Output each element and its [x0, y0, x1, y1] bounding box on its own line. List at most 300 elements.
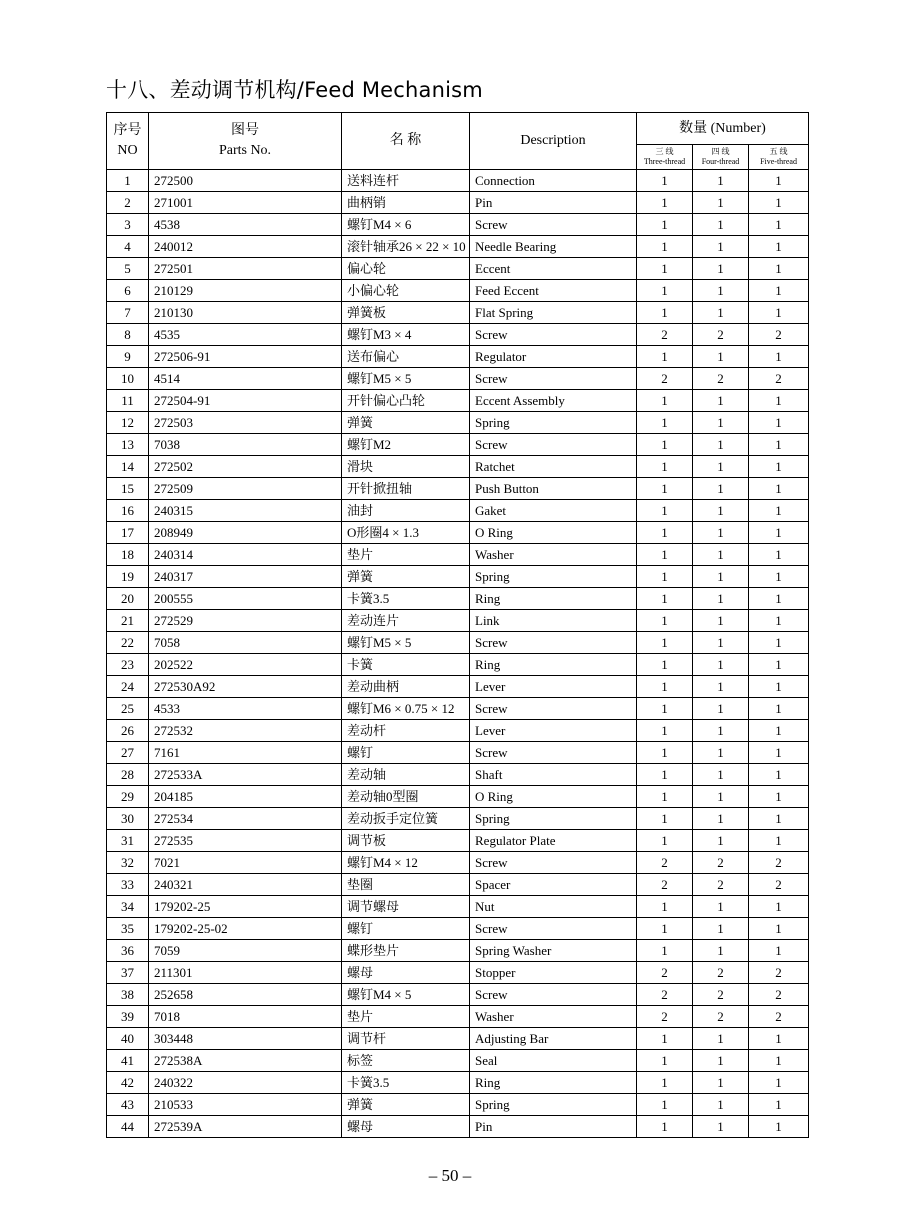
part-number: 272532 — [149, 720, 342, 742]
part-name: 弹簧 — [342, 566, 470, 588]
table-row — [107, 192, 809, 214]
qty-three-thread: 1 — [637, 500, 693, 522]
qty-three-thread: 2 — [637, 984, 693, 1006]
part-name: 调节板 — [342, 830, 470, 852]
row-number: 1 — [107, 170, 149, 192]
part-number: 4533 — [149, 698, 342, 720]
part-name: 垫片 — [342, 1006, 470, 1028]
row-number: 21 — [107, 610, 149, 632]
qty-three-thread: 1 — [637, 698, 693, 720]
part-name: 螺钉M5 × 5 — [342, 368, 470, 390]
qty-four-thread: 1 — [693, 412, 749, 434]
qty-three-thread: 1 — [637, 478, 693, 500]
table-row — [107, 214, 809, 236]
part-description: Spring — [470, 566, 637, 588]
qty-four-thread: 1 — [693, 170, 749, 192]
part-name: 偏心轮 — [342, 258, 470, 280]
table-row — [107, 940, 809, 962]
qty-three-thread: 1 — [637, 720, 693, 742]
table-row — [107, 280, 809, 302]
qty-five-thread: 1 — [749, 720, 809, 742]
part-number: 202522 — [149, 654, 342, 676]
table-row — [107, 742, 809, 764]
qty-three-thread: 1 — [637, 1094, 693, 1116]
part-name: 螺钉M5 × 5 — [342, 632, 470, 654]
qty-three-thread: 1 — [637, 236, 693, 258]
qty-five-thread: 2 — [749, 984, 809, 1006]
qty-five-thread: 1 — [749, 742, 809, 764]
qty-four-thread: 1 — [693, 764, 749, 786]
part-number: 4538 — [149, 214, 342, 236]
part-description: Eccent — [470, 258, 637, 280]
table-row — [107, 522, 809, 544]
qty-four-thread: 1 — [693, 786, 749, 808]
qty-five-thread: 1 — [749, 346, 809, 368]
qty-three-thread: 1 — [637, 896, 693, 918]
header-three-thread — [637, 145, 693, 170]
part-description: Washer — [470, 1006, 637, 1028]
part-description: Screw — [470, 852, 637, 874]
qty-four-thread: 1 — [693, 588, 749, 610]
part-description: Flat Spring — [470, 302, 637, 324]
qty-four-thread: 1 — [693, 390, 749, 412]
row-number: 5 — [107, 258, 149, 280]
table-row — [107, 918, 809, 940]
row-number: 6 — [107, 280, 149, 302]
part-description: Screw — [470, 368, 637, 390]
header-three-cn: 三 线 — [655, 147, 674, 156]
row-number: 28 — [107, 764, 149, 786]
table-row — [107, 544, 809, 566]
header-three-en: Three-thread — [643, 157, 686, 166]
qty-five-thread: 1 — [749, 456, 809, 478]
header-parts-en: Parts No. — [218, 143, 272, 158]
qty-five-thread: 1 — [749, 588, 809, 610]
qty-four-thread: 2 — [693, 962, 749, 984]
qty-five-thread: 1 — [749, 1094, 809, 1116]
part-name: 弹簧 — [342, 1094, 470, 1116]
qty-three-thread: 1 — [637, 1072, 693, 1094]
part-name: 螺钉M6 × 0.75 × 12 — [342, 698, 470, 720]
part-name: 弹簧板 — [342, 302, 470, 324]
table-row — [107, 1116, 809, 1138]
row-number: 22 — [107, 632, 149, 654]
header-five-en: Five-thread — [760, 157, 797, 166]
qty-three-thread: 1 — [637, 610, 693, 632]
row-number: 3 — [107, 214, 149, 236]
part-name: 小偏心轮 — [342, 280, 470, 302]
table-row — [107, 324, 809, 346]
part-number: 210129 — [149, 280, 342, 302]
qty-four-thread: 2 — [693, 852, 749, 874]
qty-three-thread: 1 — [637, 192, 693, 214]
qty-four-thread: 1 — [693, 940, 749, 962]
table-row — [107, 456, 809, 478]
part-name: 开针偏心凸轮 — [342, 390, 470, 412]
qty-four-thread: 1 — [693, 192, 749, 214]
row-number: 17 — [107, 522, 149, 544]
row-number: 18 — [107, 544, 149, 566]
qty-three-thread: 1 — [637, 412, 693, 434]
part-name: 差动曲柄 — [342, 676, 470, 698]
row-number: 9 — [107, 346, 149, 368]
qty-three-thread: 1 — [637, 654, 693, 676]
qty-four-thread: 1 — [693, 1072, 749, 1094]
part-description: Spacer — [470, 874, 637, 896]
qty-three-thread: 1 — [637, 830, 693, 852]
part-number: 272501 — [149, 258, 342, 280]
part-number: 272533A — [149, 764, 342, 786]
qty-four-thread: 1 — [693, 698, 749, 720]
row-number: 14 — [107, 456, 149, 478]
table-row — [107, 1050, 809, 1072]
part-description: Screw — [470, 984, 637, 1006]
row-number: 37 — [107, 962, 149, 984]
qty-four-thread: 1 — [693, 896, 749, 918]
part-number: 240322 — [149, 1072, 342, 1094]
table-row — [107, 830, 809, 852]
part-number: 7058 — [149, 632, 342, 654]
part-description: Push Button — [470, 478, 637, 500]
part-name: 卡簧 — [342, 654, 470, 676]
table-row — [107, 610, 809, 632]
part-number: 240314 — [149, 544, 342, 566]
part-name: 垫圈 — [342, 874, 470, 896]
header-name — [342, 113, 470, 170]
part-number: 240317 — [149, 566, 342, 588]
part-name: 螺钉 — [342, 918, 470, 940]
qty-four-thread: 1 — [693, 544, 749, 566]
table-row — [107, 412, 809, 434]
part-name: 调节杆 — [342, 1028, 470, 1050]
header-description — [470, 113, 637, 170]
qty-four-thread: 1 — [693, 456, 749, 478]
qty-four-thread: 1 — [693, 676, 749, 698]
part-number: 179202-25 — [149, 896, 342, 918]
table-row — [107, 896, 809, 918]
part-description: Ring — [470, 588, 637, 610]
part-number: 240321 — [149, 874, 342, 896]
part-name: 滑块 — [342, 456, 470, 478]
qty-five-thread: 1 — [749, 896, 809, 918]
part-number: 272509 — [149, 478, 342, 500]
header-four-cn: 四 线 — [711, 147, 730, 156]
qty-five-thread: 1 — [749, 478, 809, 500]
qty-four-thread: 1 — [693, 566, 749, 588]
table-row — [107, 852, 809, 874]
header-four-thread — [693, 145, 749, 170]
part-description: Screw — [470, 632, 637, 654]
qty-five-thread: 2 — [749, 962, 809, 984]
qty-four-thread: 1 — [693, 280, 749, 302]
part-number: 272506-91 — [149, 346, 342, 368]
header-no-en: NO — [117, 143, 138, 158]
header-no — [107, 113, 149, 170]
row-number: 38 — [107, 984, 149, 1006]
qty-five-thread: 1 — [749, 390, 809, 412]
part-number: 7021 — [149, 852, 342, 874]
qty-four-thread: 1 — [693, 742, 749, 764]
part-description: Needle Bearing — [470, 236, 637, 258]
part-number: 272530A92 — [149, 676, 342, 698]
part-name: 送布偏心 — [342, 346, 470, 368]
table-row — [107, 1006, 809, 1028]
table-row — [107, 984, 809, 1006]
part-number: 179202-25-02 — [149, 918, 342, 940]
qty-five-thread: 1 — [749, 830, 809, 852]
part-description: Adjusting Bar — [470, 1028, 637, 1050]
part-description: Gaket — [470, 500, 637, 522]
part-number: 272502 — [149, 456, 342, 478]
qty-four-thread: 2 — [693, 984, 749, 1006]
qty-three-thread: 1 — [637, 522, 693, 544]
part-description: Screw — [470, 742, 637, 764]
part-number: 272538A — [149, 1050, 342, 1072]
part-description: Regulator Plate — [470, 830, 637, 852]
qty-five-thread: 2 — [749, 368, 809, 390]
part-description: Pin — [470, 1116, 637, 1138]
qty-three-thread: 1 — [637, 170, 693, 192]
part-description: Lever — [470, 676, 637, 698]
qty-four-thread: 1 — [693, 258, 749, 280]
header-description-label: Description — [520, 133, 586, 148]
part-description: Link — [470, 610, 637, 632]
table-row — [107, 874, 809, 896]
part-number: 7018 — [149, 1006, 342, 1028]
row-number: 26 — [107, 720, 149, 742]
part-name: 螺钉M3 × 4 — [342, 324, 470, 346]
part-description: Spring — [470, 808, 637, 830]
qty-four-thread: 1 — [693, 808, 749, 830]
table-row — [107, 302, 809, 324]
table-row — [107, 588, 809, 610]
qty-four-thread: 2 — [693, 324, 749, 346]
qty-five-thread: 1 — [749, 918, 809, 940]
row-number: 7 — [107, 302, 149, 324]
page-title: 十八、差动调节机构/Feed Mechanism — [106, 78, 483, 102]
part-description: Screw — [470, 434, 637, 456]
table-row — [107, 478, 809, 500]
page-number: – 50 – — [428, 1166, 472, 1185]
qty-three-thread: 2 — [637, 1006, 693, 1028]
part-number: 211301 — [149, 962, 342, 984]
part-number: 240012 — [149, 236, 342, 258]
table-row — [107, 1094, 809, 1116]
header-parts-cn: 图号 — [231, 123, 259, 138]
qty-four-thread: 1 — [693, 610, 749, 632]
part-name: 螺母 — [342, 962, 470, 984]
row-number: 10 — [107, 368, 149, 390]
qty-five-thread: 1 — [749, 500, 809, 522]
header-five-cn: 五 线 — [769, 147, 788, 156]
table-row — [107, 368, 809, 390]
part-description: Screw — [470, 324, 637, 346]
part-description: O Ring — [470, 786, 637, 808]
part-name: 标签 — [342, 1050, 470, 1072]
row-number: 33 — [107, 874, 149, 896]
qty-three-thread: 2 — [637, 324, 693, 346]
part-name: 开针掀扭轴 — [342, 478, 470, 500]
table-row — [107, 236, 809, 258]
part-name: 差动轴 — [342, 764, 470, 786]
qty-five-thread: 2 — [749, 852, 809, 874]
row-number: 25 — [107, 698, 149, 720]
qty-three-thread: 1 — [637, 258, 693, 280]
qty-four-thread: 1 — [693, 654, 749, 676]
qty-five-thread: 2 — [749, 874, 809, 896]
qty-five-thread: 1 — [749, 192, 809, 214]
qty-four-thread: 1 — [693, 478, 749, 500]
qty-three-thread: 1 — [637, 808, 693, 830]
part-number: 272529 — [149, 610, 342, 632]
header-five-thread — [749, 145, 809, 170]
row-number: 34 — [107, 896, 149, 918]
qty-three-thread: 1 — [637, 302, 693, 324]
part-number: 271001 — [149, 192, 342, 214]
row-number: 4 — [107, 236, 149, 258]
table-row — [107, 808, 809, 830]
part-number: 200555 — [149, 588, 342, 610]
table-row — [107, 654, 809, 676]
part-description: Lever — [470, 720, 637, 742]
header-quantity — [637, 113, 809, 145]
qty-four-thread: 1 — [693, 236, 749, 258]
part-description: Stopper — [470, 962, 637, 984]
row-number: 24 — [107, 676, 149, 698]
qty-five-thread: 1 — [749, 170, 809, 192]
row-number: 11 — [107, 390, 149, 412]
part-description: Feed Eccent — [470, 280, 637, 302]
table-row — [107, 390, 809, 412]
qty-five-thread: 1 — [749, 1116, 809, 1138]
qty-five-thread: 1 — [749, 522, 809, 544]
part-description: Ring — [470, 654, 637, 676]
row-number: 43 — [107, 1094, 149, 1116]
row-number: 12 — [107, 412, 149, 434]
qty-three-thread: 1 — [637, 742, 693, 764]
qty-three-thread: 1 — [637, 676, 693, 698]
table-row — [107, 632, 809, 654]
part-name: 差动连片 — [342, 610, 470, 632]
table-row — [107, 258, 809, 280]
part-name: 滚针轴承26 × 22 × 10 — [342, 236, 470, 258]
qty-three-thread: 2 — [637, 962, 693, 984]
row-number: 16 — [107, 500, 149, 522]
part-name: 螺钉M4 × 5 — [342, 984, 470, 1006]
qty-five-thread: 1 — [749, 544, 809, 566]
qty-five-thread: 1 — [749, 786, 809, 808]
part-number: 208949 — [149, 522, 342, 544]
part-name: 送料连杆 — [342, 170, 470, 192]
qty-five-thread: 2 — [749, 1006, 809, 1028]
qty-three-thread: 1 — [637, 214, 693, 236]
qty-four-thread: 1 — [693, 720, 749, 742]
row-number: 35 — [107, 918, 149, 940]
qty-four-thread: 1 — [693, 1028, 749, 1050]
qty-three-thread: 1 — [637, 456, 693, 478]
row-number: 27 — [107, 742, 149, 764]
part-description: Spring Washer — [470, 940, 637, 962]
table-row — [107, 170, 809, 192]
qty-five-thread: 1 — [749, 632, 809, 654]
qty-four-thread: 1 — [693, 830, 749, 852]
qty-five-thread: 1 — [749, 654, 809, 676]
qty-three-thread: 1 — [637, 434, 693, 456]
part-name: 卡簧3.5 — [342, 1072, 470, 1094]
header-quantity-label: 数量 (Number) — [679, 120, 766, 136]
part-description: Regulator — [470, 346, 637, 368]
header-four-en: Four-thread — [701, 157, 740, 166]
row-number: 42 — [107, 1072, 149, 1094]
qty-four-thread: 2 — [693, 1006, 749, 1028]
part-name: 油封 — [342, 500, 470, 522]
part-description: Shaft — [470, 764, 637, 786]
qty-four-thread: 1 — [693, 434, 749, 456]
qty-three-thread: 2 — [637, 368, 693, 390]
qty-three-thread: 1 — [637, 1028, 693, 1050]
part-name: 调节螺母 — [342, 896, 470, 918]
part-name: 差动杆 — [342, 720, 470, 742]
part-name: 弹簧 — [342, 412, 470, 434]
part-number: 272534 — [149, 808, 342, 830]
header-parts — [149, 113, 342, 170]
qty-four-thread: 1 — [693, 522, 749, 544]
qty-three-thread: 1 — [637, 940, 693, 962]
qty-three-thread: 2 — [637, 852, 693, 874]
qty-five-thread: 1 — [749, 280, 809, 302]
qty-three-thread: 2 — [637, 874, 693, 896]
part-description: Spring — [470, 412, 637, 434]
qty-four-thread: 1 — [693, 1050, 749, 1072]
part-description: Spring — [470, 1094, 637, 1116]
part-number: 272535 — [149, 830, 342, 852]
part-description: Screw — [470, 214, 637, 236]
qty-three-thread: 1 — [637, 566, 693, 588]
qty-five-thread: 1 — [749, 676, 809, 698]
qty-three-thread: 1 — [637, 786, 693, 808]
qty-five-thread: 1 — [749, 214, 809, 236]
part-number: 272500 — [149, 170, 342, 192]
qty-three-thread: 1 — [637, 346, 693, 368]
table-row — [107, 676, 809, 698]
qty-five-thread: 1 — [749, 940, 809, 962]
part-description: Ring — [470, 1072, 637, 1094]
part-description: Washer — [470, 544, 637, 566]
part-name: 差动扳手定位簧 — [342, 808, 470, 830]
part-name: 差动轴0型圈 — [342, 786, 470, 808]
qty-five-thread: 1 — [749, 764, 809, 786]
qty-five-thread: 1 — [749, 1050, 809, 1072]
table-row — [107, 786, 809, 808]
qty-five-thread: 1 — [749, 566, 809, 588]
row-number: 8 — [107, 324, 149, 346]
qty-four-thread: 1 — [693, 632, 749, 654]
qty-four-thread: 2 — [693, 368, 749, 390]
part-description: O Ring — [470, 522, 637, 544]
row-number: 31 — [107, 830, 149, 852]
part-description: Nut — [470, 896, 637, 918]
row-number: 15 — [107, 478, 149, 500]
part-name: 螺母 — [342, 1116, 470, 1138]
part-number: 7161 — [149, 742, 342, 764]
part-number: 303448 — [149, 1028, 342, 1050]
qty-three-thread: 1 — [637, 632, 693, 654]
qty-three-thread: 1 — [637, 1116, 693, 1138]
part-name: 螺钉M2 — [342, 434, 470, 456]
qty-four-thread: 1 — [693, 500, 749, 522]
part-description: Ratchet — [470, 456, 637, 478]
parts-table — [106, 112, 809, 1138]
